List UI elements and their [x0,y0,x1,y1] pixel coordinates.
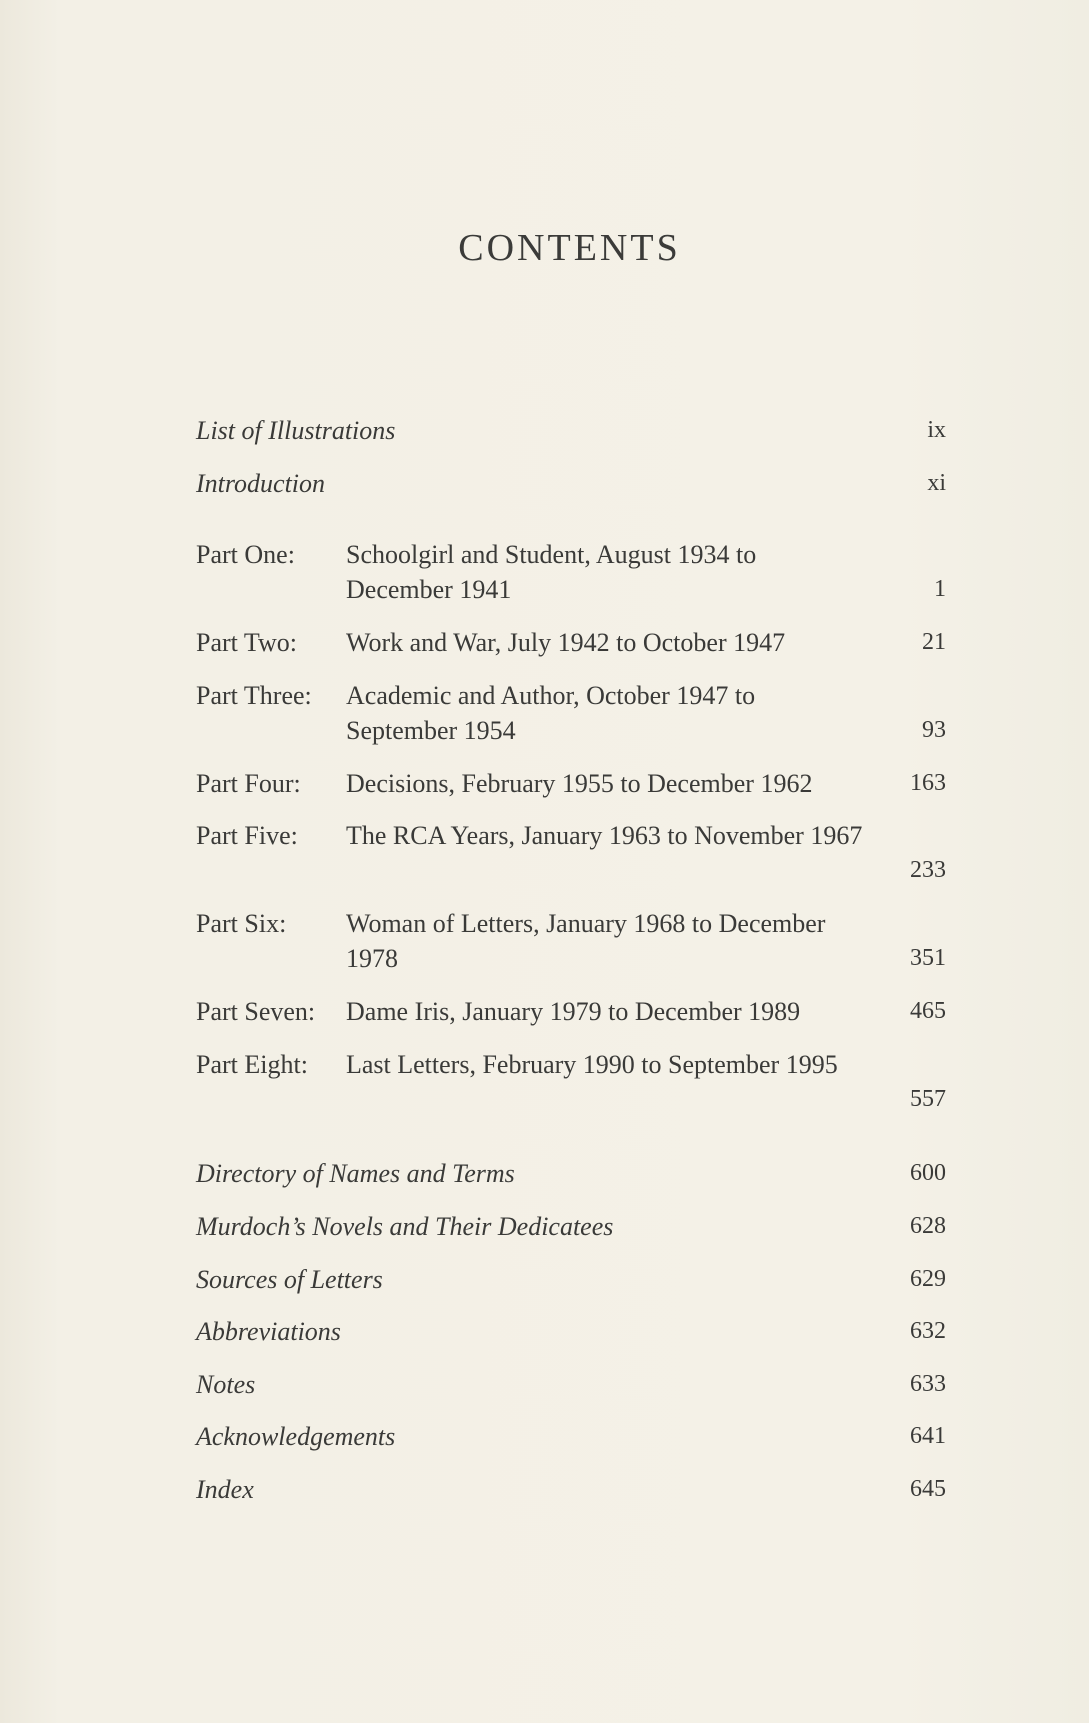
toc-entry-abbreviations[interactable] [196,1314,946,1349]
part-label: Part Eight: [196,1050,308,1079]
toc-entry-page: 641 [910,1423,946,1449]
toc-entry-acknowledgements[interactable] [196,1419,946,1454]
toc-entry-part-six[interactable] [196,906,946,976]
part-title: Work and War, July 1942 to October 1947 [346,628,786,657]
toc-entry-label: Sources of Letters [196,1265,383,1294]
toc-entry-introduction[interactable] [196,466,946,501]
toc-entry-page: 628 [910,1213,946,1239]
toc-entry-page: 163 [910,770,946,796]
toc-entry-label: Abbreviations [196,1317,341,1346]
toc-entry-novels-dedicatees[interactable] [196,1209,946,1244]
part-label: Part Two: [196,628,297,657]
part-title: Decisions, February 1955 to December 1962 [346,769,813,798]
part-label: Part One: [196,540,295,569]
toc-entry-label: Murdoch’s Novels and Their Dedicatees [196,1212,614,1241]
toc-entry-label: Index [196,1475,254,1504]
toc-entry-label: List of Illustrations [196,416,396,445]
toc-entry-part-five[interactable] [196,818,946,888]
toc-entry-label: Introduction [196,469,326,498]
toc-entry-page: 465 [910,998,946,1024]
toc-entry-page: 233 [910,857,946,883]
toc-entry-part-one[interactable] [196,537,946,607]
part-label: Part Six: [196,909,287,938]
toc-entry-list-of-illustrations[interactable] [196,413,946,448]
toc-entry-label: Directory of Names and Terms [196,1159,515,1188]
toc-entry-page: 557 [910,1086,946,1112]
toc-entry-page: 93 [922,717,946,743]
part-label: Part Three: [196,681,312,710]
toc-entry-page: 645 [910,1476,946,1502]
toc-entry-part-two[interactable] [196,625,946,660]
toc-entry-label: Acknowledgements [196,1422,396,1451]
part-label: Part Seven: [196,997,316,1026]
toc-entry-page: ix [927,417,946,443]
part-label: Part Five: [196,821,298,850]
part-label: Part Four: [196,769,301,798]
toc-entry-sources-of-letters[interactable] [196,1262,946,1297]
toc-entry-part-eight[interactable] [196,1047,946,1117]
toc-entry-directory[interactable] [196,1156,946,1191]
page-title: CONTENTS [458,227,681,269]
toc-entry-page: 632 [910,1318,946,1344]
toc-entry-label: Notes [196,1370,256,1399]
toc-entry-page: xi [927,470,946,496]
toc-entry-page: 629 [910,1266,946,1292]
toc-entry-notes[interactable] [196,1367,946,1402]
toc-entry-page: 600 [910,1160,946,1186]
part-title: Woman of Letters, January 1968 to December 1978 [346,909,826,973]
toc-entry-part-three[interactable] [196,678,946,748]
part-title: Last Letters, February 1990 to September 1995 [346,1050,838,1079]
part-title: Dame Iris, January 1979 to December 1989 [346,997,801,1026]
part-title: Schoolgirl and Student, August 1934 to December 1941 [346,540,757,604]
toc-entry-page: 1 [934,576,946,602]
toc-entry-page: 21 [922,629,946,655]
part-title: The RCA Years, January 1963 to November 1967 [346,821,863,850]
toc-entry-page: 351 [910,945,946,971]
toc-entry-part-seven[interactable] [196,994,946,1029]
toc-entry-part-four[interactable] [196,766,946,801]
toc-entry-page: 633 [910,1371,946,1397]
toc-entry-index[interactable] [196,1472,946,1507]
part-title: Academic and Author, October 1947 to September 1954 [346,681,756,745]
